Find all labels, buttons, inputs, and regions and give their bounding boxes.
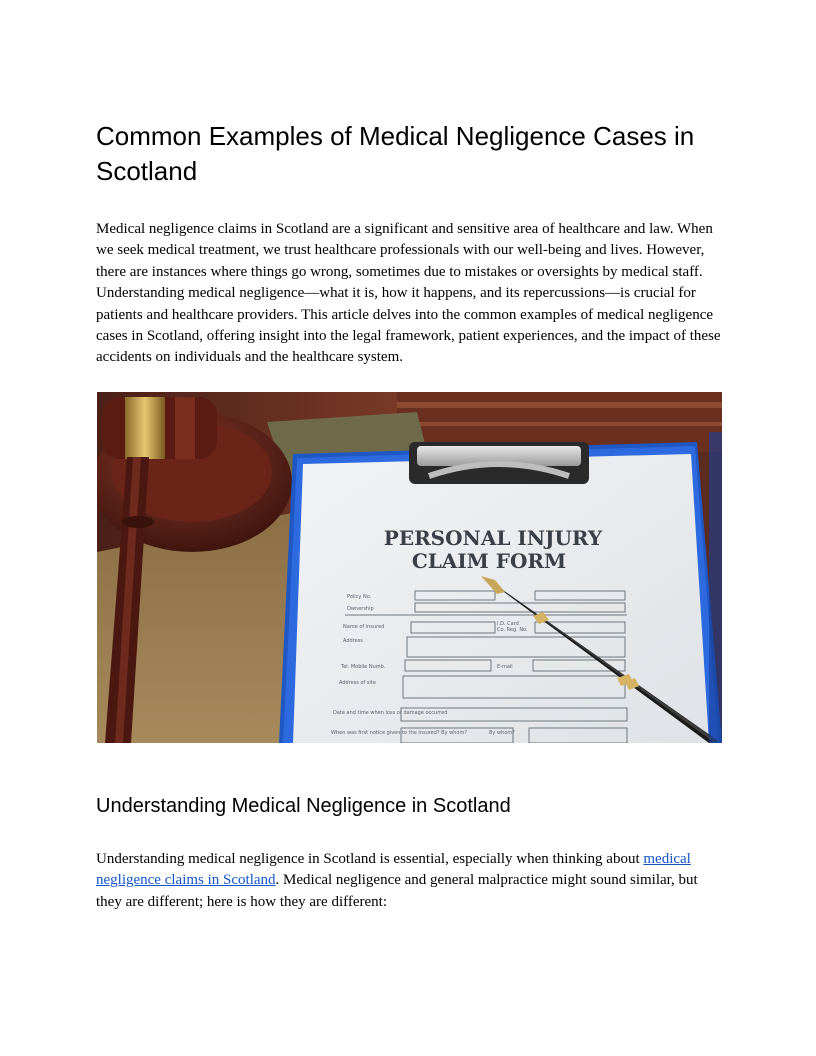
section-paragraph [96, 849, 726, 913]
form-label-by-whom: By whom? [489, 730, 515, 736]
form-label-co-reg: Co. Reg. No. [497, 627, 528, 633]
form-label-name: Name of insured [343, 624, 385, 630]
medical-negligence-claims-link[interactable]: medical negligence claims in Scotland [96, 851, 691, 889]
intro-paragraph: Medical negligence claims in Scotland are a significant and sensitive area of healthcare and law. When we seek medical treatment, we trust healthcare professionals with our well-being and lives. However, there are instances where things go wrong, sometimes due to mistakes or oversights by medical staff. Understanding medical negligence—what it is, how it happens, and its repercussions—is crucial for patients and healthcare providers. This article delves into the common examples of medical negligence cases in Scotland, offering insight into the legal framework, patient experiences, and the impact of these accidents on individuals and the healthcare system. [96, 221, 721, 366]
form-label-date-time: Date and time when loss or damage occurred [333, 710, 448, 716]
form-label-id-card: I.D. Card [497, 621, 519, 627]
form-label-policy: Policy No. [347, 594, 372, 600]
para2-text-before-link: Understanding medical negligence in Scotland is essential, especially when thinking about [96, 851, 644, 867]
form-label-address: Address [343, 638, 363, 644]
form-title-line1: PERSONAL INJURY [383, 526, 603, 550]
form-label-when-notice: When was first notice given to the insured? By whom? [331, 730, 467, 736]
form-label-mobile: Tel. Mobile Numb. [341, 664, 386, 670]
section-heading: Understanding Medical Negligence in Scotland [96, 795, 511, 817]
form-label-ownership: Ownership [347, 606, 374, 612]
form-label-site: Address of site [339, 680, 376, 686]
form-label-email: E-mail [497, 664, 513, 670]
personal-injury-claim-form-photo [97, 392, 722, 743]
form-title-line2: CLAIM FORM [411, 549, 567, 573]
para2-text-after-link: . Medical negligence and general malpractice might sound similar, but they are different; here is how they are different: [96, 872, 698, 910]
document-title: Common Examples of Medical Negligence Cases in Scotland [96, 121, 695, 186]
